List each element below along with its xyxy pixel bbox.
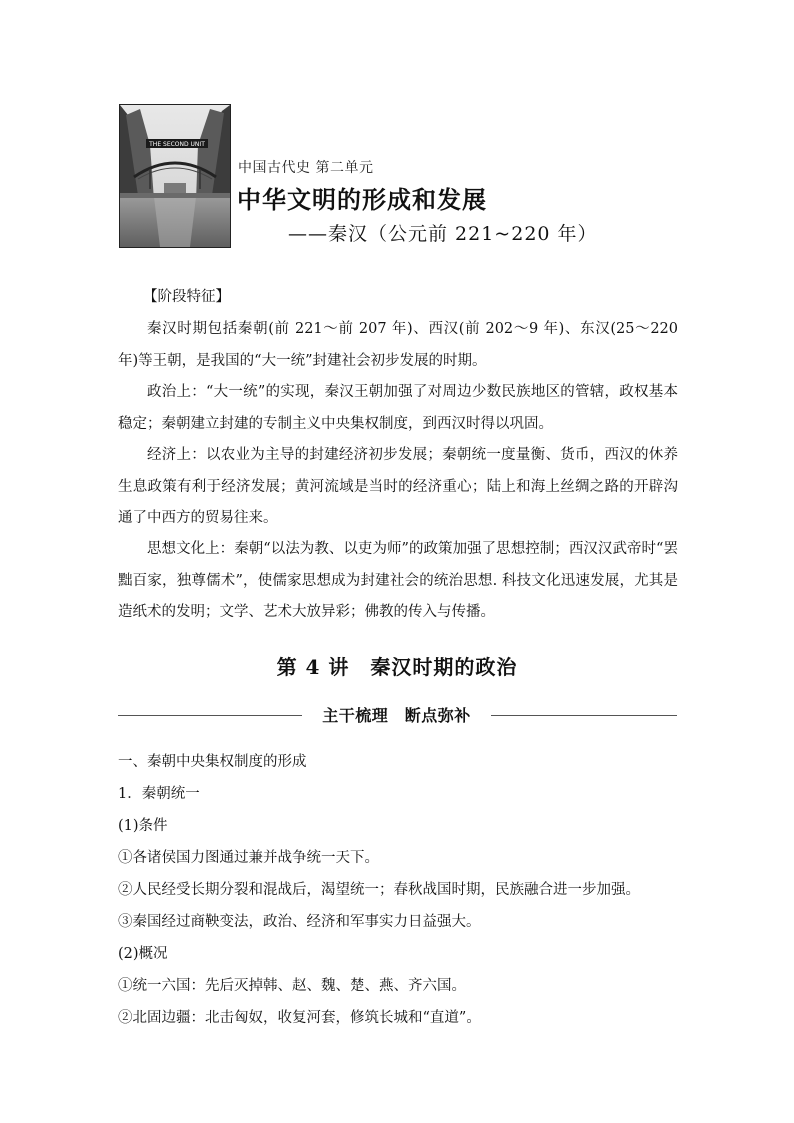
unit-title: 中华文明的形成和发展	[237, 186, 487, 214]
outline-item: ③秦国经过商鞅变法，政治、经济和军事实力日益强大。	[118, 914, 481, 930]
stage-paragraph: 经济上：以农业为主导的封建经济初步发展；秦朝统一度量衡、货币，西汉的休养生息政策有利于经济发展；黄河流域是当时的经济重心；陆上和海上丝绸之路的开辟沟通了中西方的贸易往来。	[118, 447, 678, 526]
outline-item: (1)条件	[118, 818, 168, 834]
outline-heading: 一、秦朝中央集权制度的形成	[118, 754, 307, 770]
section-banner: 主干梳理 断点弥补	[322, 706, 471, 725]
cover-banner-text: THE SECOND UNIT	[149, 141, 205, 148]
outline-item: ①各诸侯国力图通过兼并战争统一天下。	[118, 850, 379, 866]
outline-item: ②人民经受长期分裂和混战后，渴望统一；春秋战国时期，民族融合进一步加强。	[118, 882, 640, 898]
canal-bridge-photo	[120, 105, 230, 247]
outline-item: (2)概况	[118, 946, 168, 962]
lecture-title: 第 4 讲 秦汉时期的政治	[276, 655, 518, 679]
stage-paragraph: 秦汉时期包括秦朝(前 221～前 207 年)、西汉(前 202～9 年)、东汉(25～220 年)等王朝，是我国的“大一统”封建社会初步发展的时期。	[118, 321, 678, 369]
outline-item: ②北固边疆：北击匈奴，收复河套，修筑长城和“直道”。	[118, 1010, 481, 1026]
unit-subtitle: ——秦汉（公元前 221~220 年）	[288, 223, 598, 245]
section-divider-left	[118, 715, 302, 716]
outline-item: 1．秦朝统一	[118, 786, 200, 802]
outline-item: ①统一六国：先后灭掉韩、赵、魏、楚、燕、齐六国。	[118, 978, 466, 994]
stage-paragraph: 政治上：“大一统”的实现，秦汉王朝加强了对周边少数民族地区的管辖，政权基本稳定；秦朝建立封建的专制主义中央集权制度，到西汉时得以巩固。	[118, 384, 678, 432]
unit-label: 中国古代史 第二单元	[238, 160, 374, 176]
stage-features-heading: 【阶段特征】	[143, 289, 230, 305]
section-divider-right	[491, 715, 677, 716]
stage-paragraph: 思想文化上：秦朝“以法为教、以吏为师”的政策加强了思想控制；西汉汉武帝时“罢黜百家，独尊儒术”，使儒家思想成为封建社会的统治思想. 科技文化迅速发展，尤其是造纸术的发明；文学、艺术大放异彩；佛教的传入与传播。	[118, 541, 678, 620]
unit-cover-image	[119, 104, 231, 248]
